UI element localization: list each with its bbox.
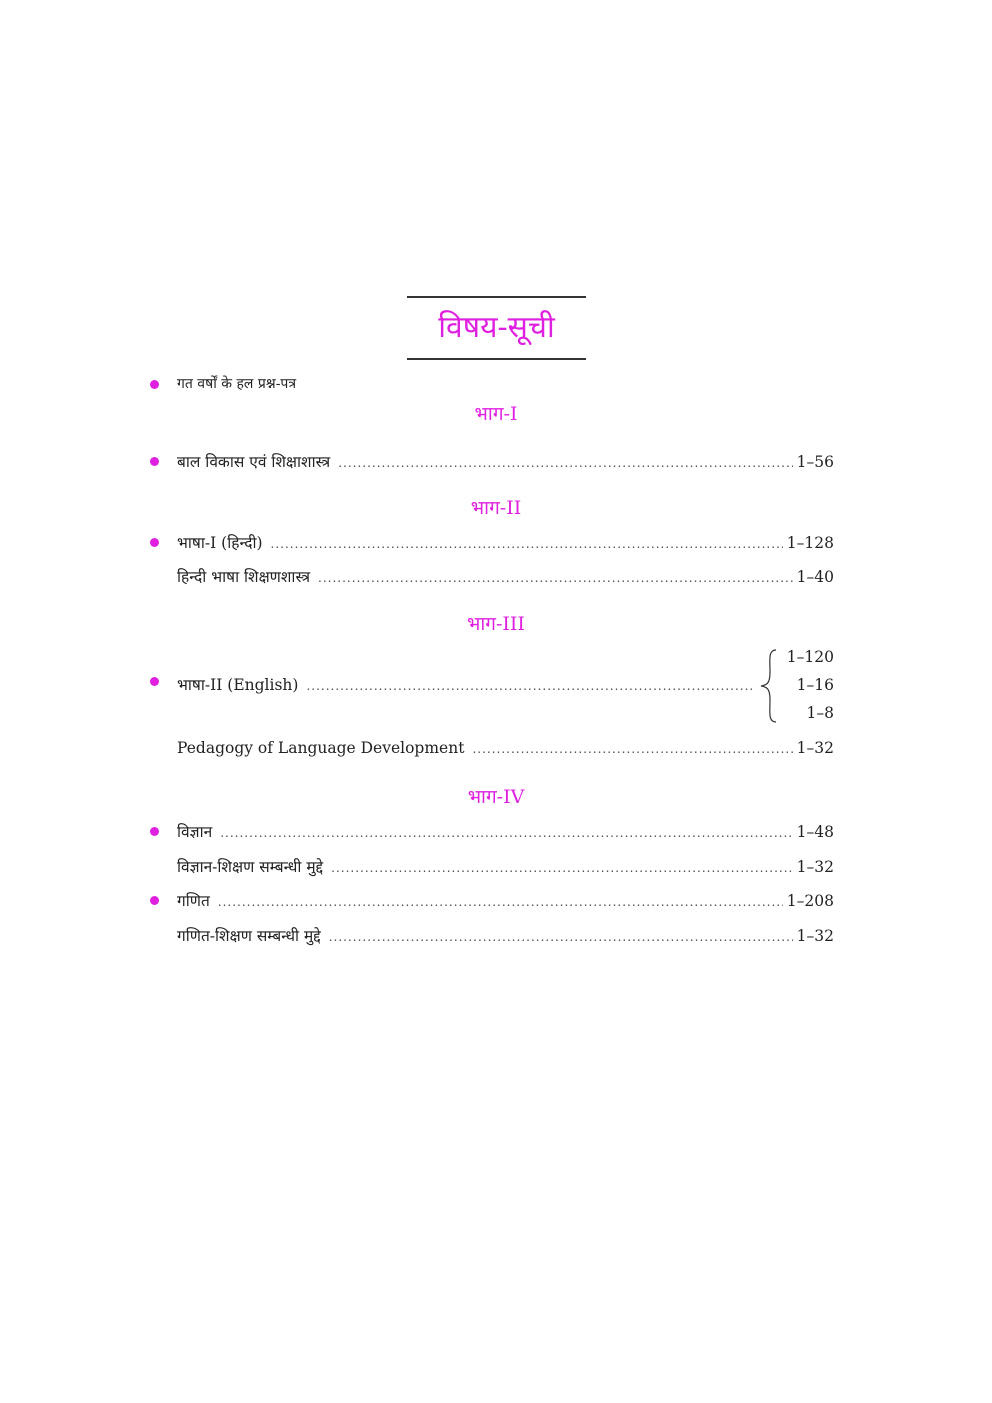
entry-pages: 1–32 bbox=[796, 739, 834, 757]
entry-label: गणित-शिक्षण सम्बन्धी मुद्दे bbox=[177, 927, 321, 945]
bullet-icon bbox=[150, 827, 159, 836]
entry-label: विज्ञान-शिक्षण सम्बन्धी मुद्दे bbox=[177, 858, 324, 876]
dot-leader bbox=[331, 861, 793, 875]
entry-label: Pedagogy of Language Development bbox=[177, 739, 465, 757]
bullet-icon bbox=[150, 896, 159, 905]
toc-entry[interactable] bbox=[177, 924, 834, 946]
dot-leader bbox=[472, 742, 792, 756]
section-heading-3: भाग-III bbox=[467, 613, 525, 635]
entry-label: गणित bbox=[177, 892, 210, 910]
toc-entry[interactable] bbox=[177, 450, 834, 472]
entry-pages: 1–48 bbox=[796, 823, 834, 841]
toc-entry[interactable] bbox=[177, 565, 834, 587]
entry-pages: 1–128 bbox=[786, 534, 834, 552]
entry-label: विज्ञान bbox=[177, 823, 213, 841]
entry-label: भाषा-II (English) bbox=[177, 676, 299, 694]
dot-leader bbox=[338, 456, 792, 470]
toc-entry[interactable] bbox=[177, 820, 834, 842]
dot-leader bbox=[306, 679, 753, 693]
toc-entry[interactable] bbox=[177, 531, 834, 553]
bullet-icon bbox=[150, 457, 159, 466]
entry-pages: 1–120 bbox=[786, 648, 834, 666]
entry-label: हिन्दी भाषा शिक्षणशास्त्र bbox=[177, 568, 311, 586]
dot-leader bbox=[271, 537, 783, 551]
entry-label: बाल विकास एवं शिक्षाशास्त्र bbox=[177, 453, 331, 471]
entry-pages: 1–16 bbox=[796, 676, 834, 694]
toc-entry[interactable] bbox=[177, 889, 834, 911]
dot-leader bbox=[318, 571, 793, 585]
page-title: विषय-सूची bbox=[438, 310, 555, 345]
entry-pages: 1–208 bbox=[786, 892, 834, 910]
toc-entry[interactable] bbox=[177, 855, 834, 877]
intro-text: गत वर्षों के हल प्रश्न-पत्र bbox=[177, 376, 297, 392]
brace-icon bbox=[758, 648, 778, 724]
entry-pages: 1–32 bbox=[796, 858, 834, 876]
dot-leader bbox=[218, 895, 783, 909]
entry-pages: 1–40 bbox=[796, 568, 834, 586]
dot-leader bbox=[220, 826, 792, 840]
entry-pages: 1–32 bbox=[796, 927, 834, 945]
entry-pages: 1–8 bbox=[806, 704, 834, 722]
toc-entry[interactable] bbox=[177, 673, 757, 695]
section-heading-2: भाग-II bbox=[470, 497, 522, 519]
section-heading-1: भाग-I bbox=[474, 403, 518, 425]
entry-pages: 1–56 bbox=[796, 453, 834, 471]
title-box bbox=[407, 296, 586, 360]
bullet-icon bbox=[150, 380, 159, 389]
dot-leader bbox=[329, 930, 793, 944]
toc-entry[interactable] bbox=[177, 739, 834, 761]
entry-label: भाषा-I (हिन्दी) bbox=[177, 534, 263, 552]
bullet-icon bbox=[150, 538, 159, 547]
section-heading-4: भाग-IV bbox=[467, 786, 525, 808]
bullet-icon bbox=[150, 677, 159, 686]
